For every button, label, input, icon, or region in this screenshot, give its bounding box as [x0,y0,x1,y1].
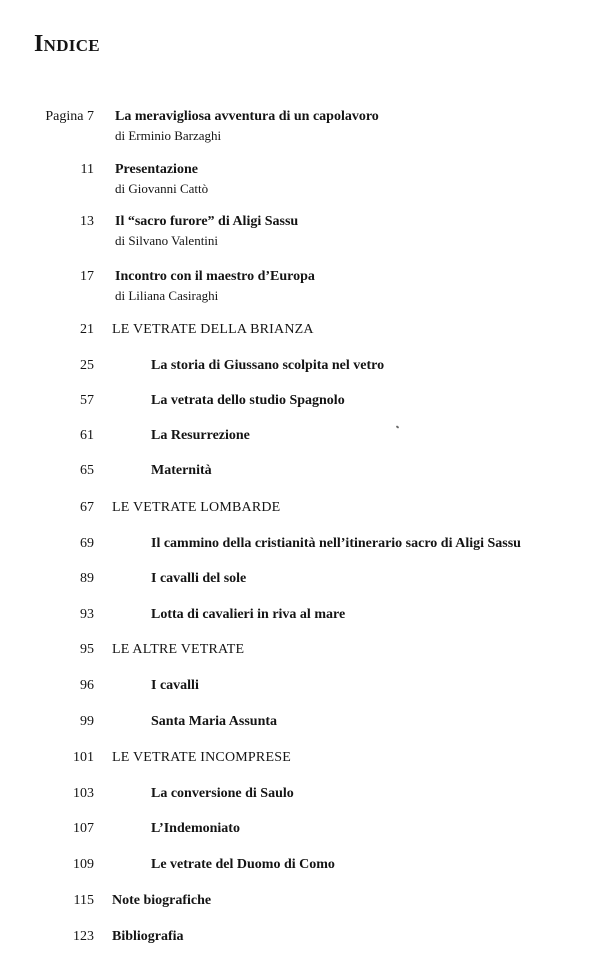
entry-author: di Silvano Valentini [115,233,219,248]
page-number: 13 [80,214,94,229]
page-number: 96 [80,678,94,693]
entry-text [151,606,345,624]
entry-text [151,785,294,803]
page-number: 109 [73,857,94,872]
entry-text [151,820,240,838]
page-number: 67 [80,500,94,515]
entry-title: La Resurrezione [151,428,250,443]
page-number: 93 [80,607,94,622]
section-text [112,499,280,517]
entry-title: La vetrata dello studio Spagnolo [151,393,345,408]
entry-title: L’Indemoniato [151,821,240,836]
section-text [112,641,244,659]
page-number: 95 [80,642,94,657]
entry-text [115,161,208,197]
page-number: 25 [80,358,94,373]
entry-text [151,392,345,410]
entry-text [151,462,212,480]
section-text [112,749,291,767]
entry-text [115,268,315,304]
section-title: LE VETRATE INCOMPRESE [112,750,291,765]
page-number: 57 [80,393,94,408]
entry-author: di Giovanni Cattò [115,181,209,196]
entry-text [112,928,184,946]
entry-title: I cavalli [151,678,199,693]
entry-title: Il cammino della cristianità nell’itinerario sacro di Aligi Sassu [151,536,521,551]
page-number: Pagina 7 [45,109,94,124]
index-title: Indice [34,31,100,57]
section-title: LE VETRATE DELLA BRIANZA [112,322,314,337]
entry-text [115,108,379,144]
page-number: 103 [73,786,94,801]
entry-title: Il “sacro furore” di Aligi Sassu [115,214,299,229]
page-number: 61 [80,428,94,443]
page-number: 17 [80,269,94,284]
entry-title: La meravigliosa avventura di un capolavoro [115,109,379,124]
entry-title: La conversione di Saulo [151,786,294,801]
page-number: 101 [73,750,94,765]
page-number: 123 [73,929,94,944]
page-number: 89 [80,571,94,586]
page-number: 99 [80,714,94,729]
entry-title: La storia di Giussano scolpita nel vetro [151,358,385,373]
entry-text [151,427,250,445]
page-number: 21 [80,322,94,337]
entry-title: I cavalli del sole [151,571,247,586]
section-text [112,321,314,339]
section-title: LE VETRATE LOMBARDE [112,500,281,515]
entry-text [151,357,384,375]
entry-text [151,570,246,588]
entry-title: Presentazione [115,162,198,177]
entry-author: di Liliana Casiraghi [115,288,219,303]
page-number: 65 [80,463,94,478]
page-number: 11 [80,162,94,177]
entry-text [112,892,211,910]
entry-text [151,713,277,731]
entry-text [151,535,521,553]
entry-title: Santa Maria Assunta [151,714,278,729]
entry-title: Note biografiche [112,893,212,908]
entry-text [151,856,335,874]
entry-title: Bibliografia [112,929,184,944]
page-number: 69 [80,536,94,551]
entry-text [151,677,199,695]
entry-author: di Erminio Barzaghi [115,128,222,143]
entry-title: Le vetrate del Duomo di Como [151,857,335,872]
entry-title: Lotta di cavalieri in riva al mare [151,607,346,622]
paper-speck [396,425,400,428]
entry-title: Incontro con il maestro d’Europa [115,269,315,284]
page-number: 107 [73,821,94,836]
entry-title: Maternità [151,463,212,478]
section-title: LE ALTRE VETRATE [112,642,245,657]
page-number: 115 [73,893,94,908]
entry-text [115,213,298,249]
